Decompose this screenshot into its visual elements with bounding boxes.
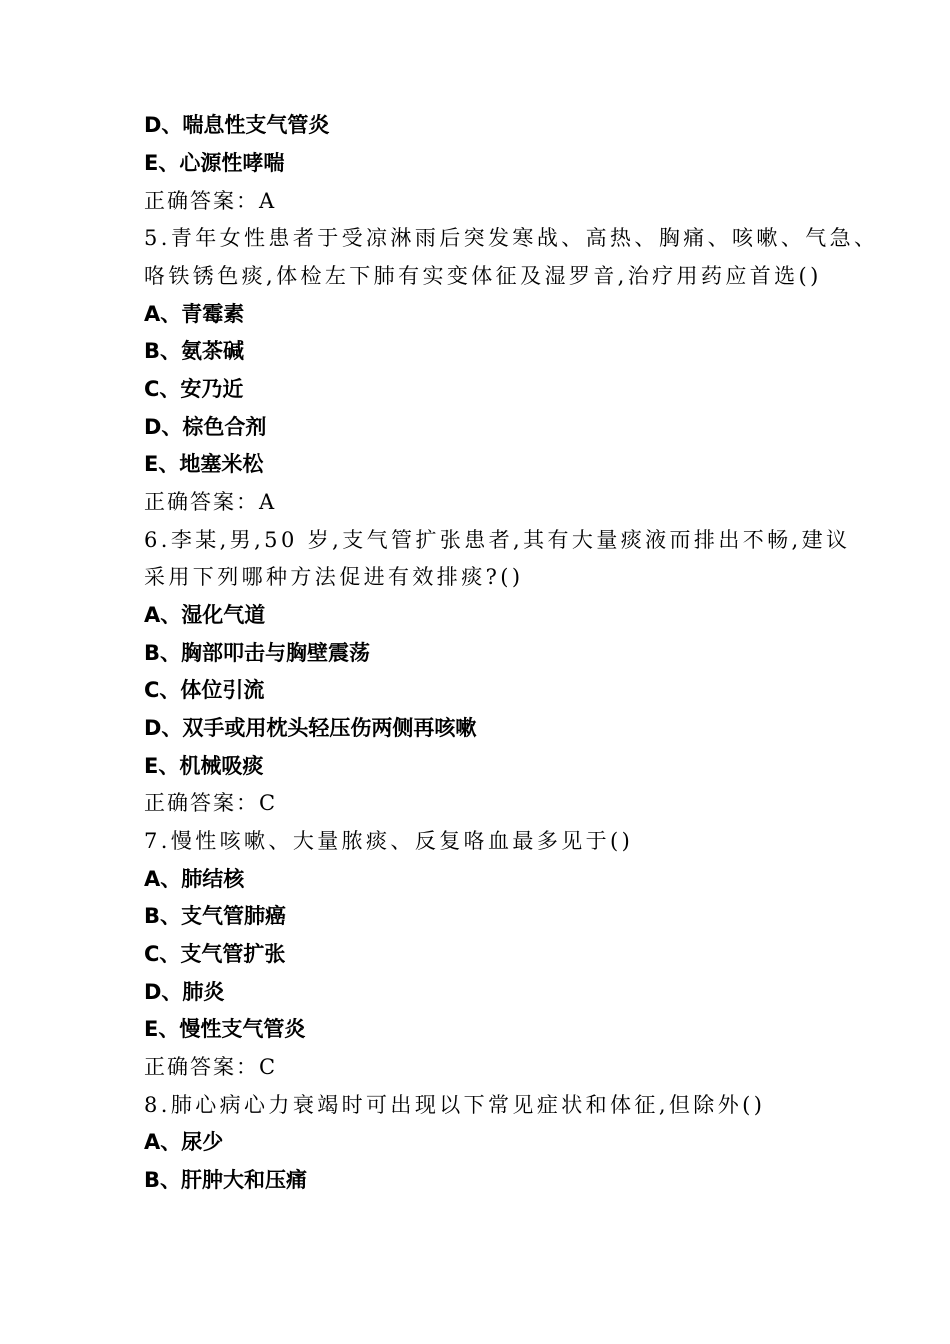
option-line: A、肺结核 [144,867,245,891]
option-line: E、慢性支气管炎 [144,1017,306,1041]
question-line: 采用下列哪种方法促进有效排痰?() [144,565,524,589]
option-line: E、地塞米松 [144,452,264,476]
option-line: D、喘息性支气管炎 [144,113,330,137]
answer-line: 正确答案：C [144,791,278,815]
question-line: 8.肺心病心力衰竭时可出现以下常见症状和体征,但除外() [144,1093,766,1117]
option-line: C、支气管扩张 [144,942,286,966]
option-line: D、棕色合剂 [144,415,267,439]
answer-line: 正确答案：A [144,189,277,213]
question-line: 7.慢性咳嗽、大量脓痰、反复咯血最多见于() [144,829,634,853]
answer-line: 正确答案：C [144,1055,278,1079]
option-line: B、支气管肺癌 [144,904,287,928]
question-line: 咯铁锈色痰,体检左下肺有实变体征及湿罗音,治疗用药应首选() [144,264,822,288]
option-line: B、肝肿大和压痛 [144,1168,308,1192]
question-line: 5.青年女性患者于受凉淋雨后突发寒战、高热、胸痛、咳嗽、气急、 [144,226,879,250]
option-line: C、安乃近 [144,377,244,401]
option-line: E、机械吸痰 [144,754,264,778]
option-line: A、湿化气道 [144,603,266,627]
option-line: D、肺炎 [144,980,225,1004]
option-line: A、青霉素 [144,302,245,326]
option-line: A、尿少 [144,1130,224,1154]
option-line: D、双手或用枕头轻压伤两侧再咳嗽 [144,716,477,740]
question-line: 6.李某,男,50 岁,支气管扩张患者,其有大量痰液而排出不畅,建议 [144,528,851,552]
option-line: B、胸部叩击与胸壁震荡 [144,641,371,665]
answer-line: 正确答案：A [144,490,277,514]
option-line: C、体位引流 [144,678,265,702]
option-line: E、心源性哮喘 [144,151,285,175]
option-line: B、氨茶碱 [144,339,245,363]
